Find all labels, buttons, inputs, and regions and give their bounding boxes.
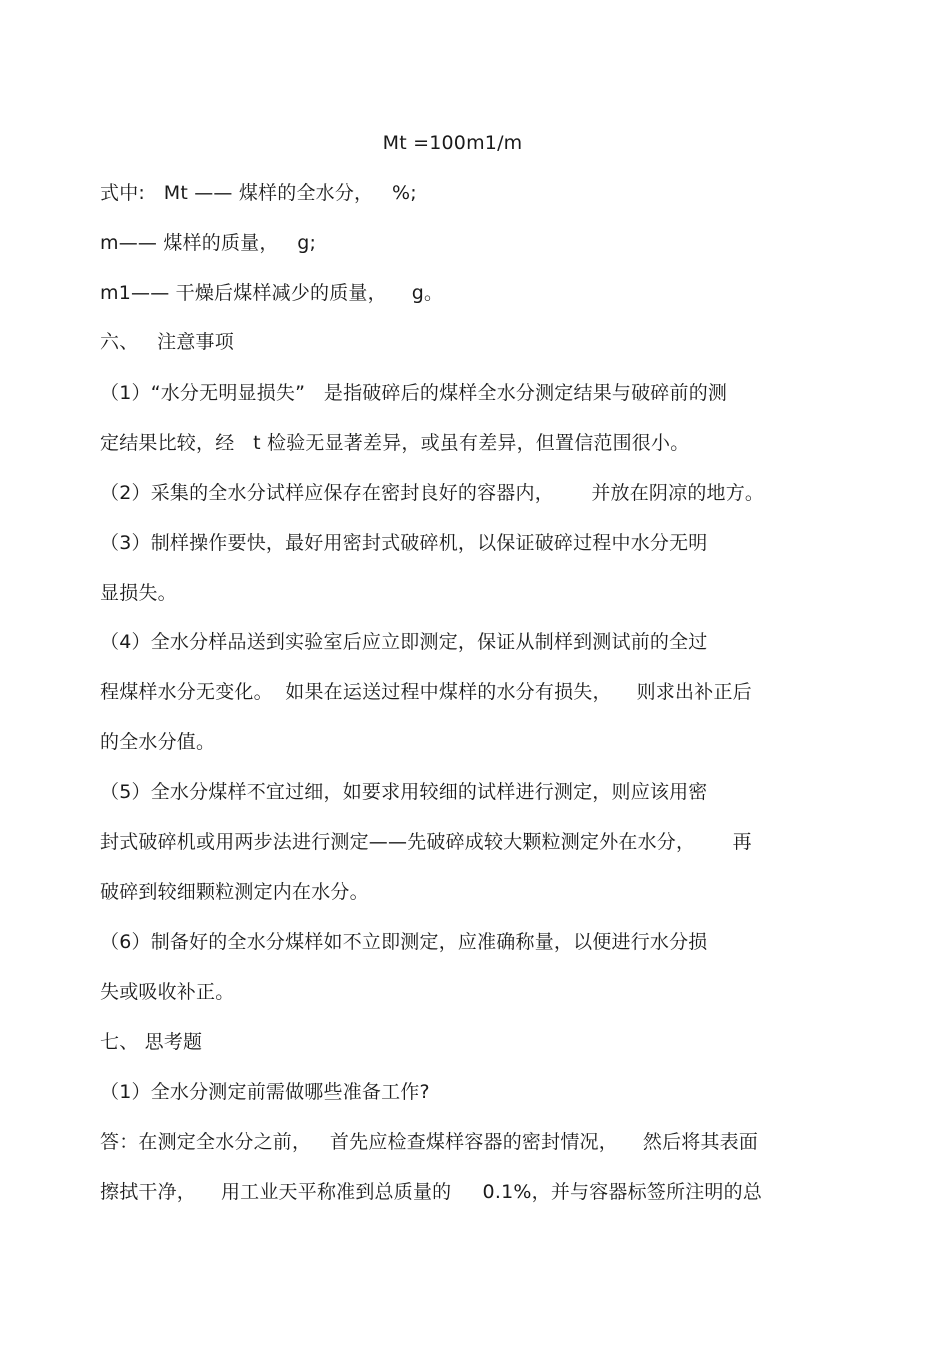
text-line-note-1b: 定结果比较，经 t 检验无显著差异，或虽有差异，但置信范围很小。 [100, 432, 690, 454]
section-heading-questions: 七、 思考题 [100, 1031, 203, 1053]
text-line-note-4a: （4）全水分样品送到实验室后应立即测定，保证从制样到测试前的全过 [100, 631, 708, 653]
text-line-note-3b: 显损失。 [100, 582, 177, 604]
text-line-note-4c: 的全水分值。 [100, 731, 216, 753]
text-line-note-6b: 失或吸收补正。 [100, 981, 235, 1003]
text-line-note-6a: （6）制备好的全水分煤样如不立即测定，应准确称量，以便进行水分损 [100, 931, 708, 953]
text-line-note-5c: 破碎到较细颗粒测定内在水分。 [100, 881, 369, 903]
text-line-m-definition: m—— 煤样的质量， g; [100, 232, 317, 254]
formula-line: Mt =100m1/m [382, 132, 523, 154]
text-line-note-3a: （3）制样操作要快，最好用密封式破碎机，以保证破碎过程中水分无明 [100, 532, 708, 554]
text-line-where: 式中: Mt —— 煤样的全水分， %; [100, 182, 417, 204]
text-line-m1-definition: m1—— 干燥后煤样减少的质量， g。 [100, 282, 444, 304]
text-line-note-5a: （5）全水分煤样不宜过细，如要求用较细的试样进行测定，则应该用密 [100, 781, 708, 803]
text-line-question-1: （1）全水分测定前需做哪些准备工作? [100, 1081, 430, 1103]
text-line-note-4b: 程煤样水分无变化。 如果在运送过程中煤样的水分有损失， 则求出补正后 [100, 681, 752, 703]
text-line-answer-1a: 答：在测定全水分之前， 首先应检查煤样容器的密封情况， 然后将其表面 [100, 1131, 759, 1153]
text-line-note-1a: （1）“水分无明显损失” 是指破碎后的煤样全水分测定结果与破碎前的测 [100, 382, 728, 404]
text-line-note-5b: 封式破碎机或用两步法进行测定——先破碎成较大颗粒测定外在水分， 再 [100, 831, 752, 853]
text-line-answer-1b: 擦拭干净， 用工业天平称准到总质量的 0.1%，并与容器标签所注明的总 [100, 1181, 763, 1203]
text-line-note-2: （2）采集的全水分试样应保存在密封良好的容器内， 并放在阴凉的地方。 [100, 482, 765, 504]
section-heading-notes: 六、 注意事项 [100, 331, 234, 353]
